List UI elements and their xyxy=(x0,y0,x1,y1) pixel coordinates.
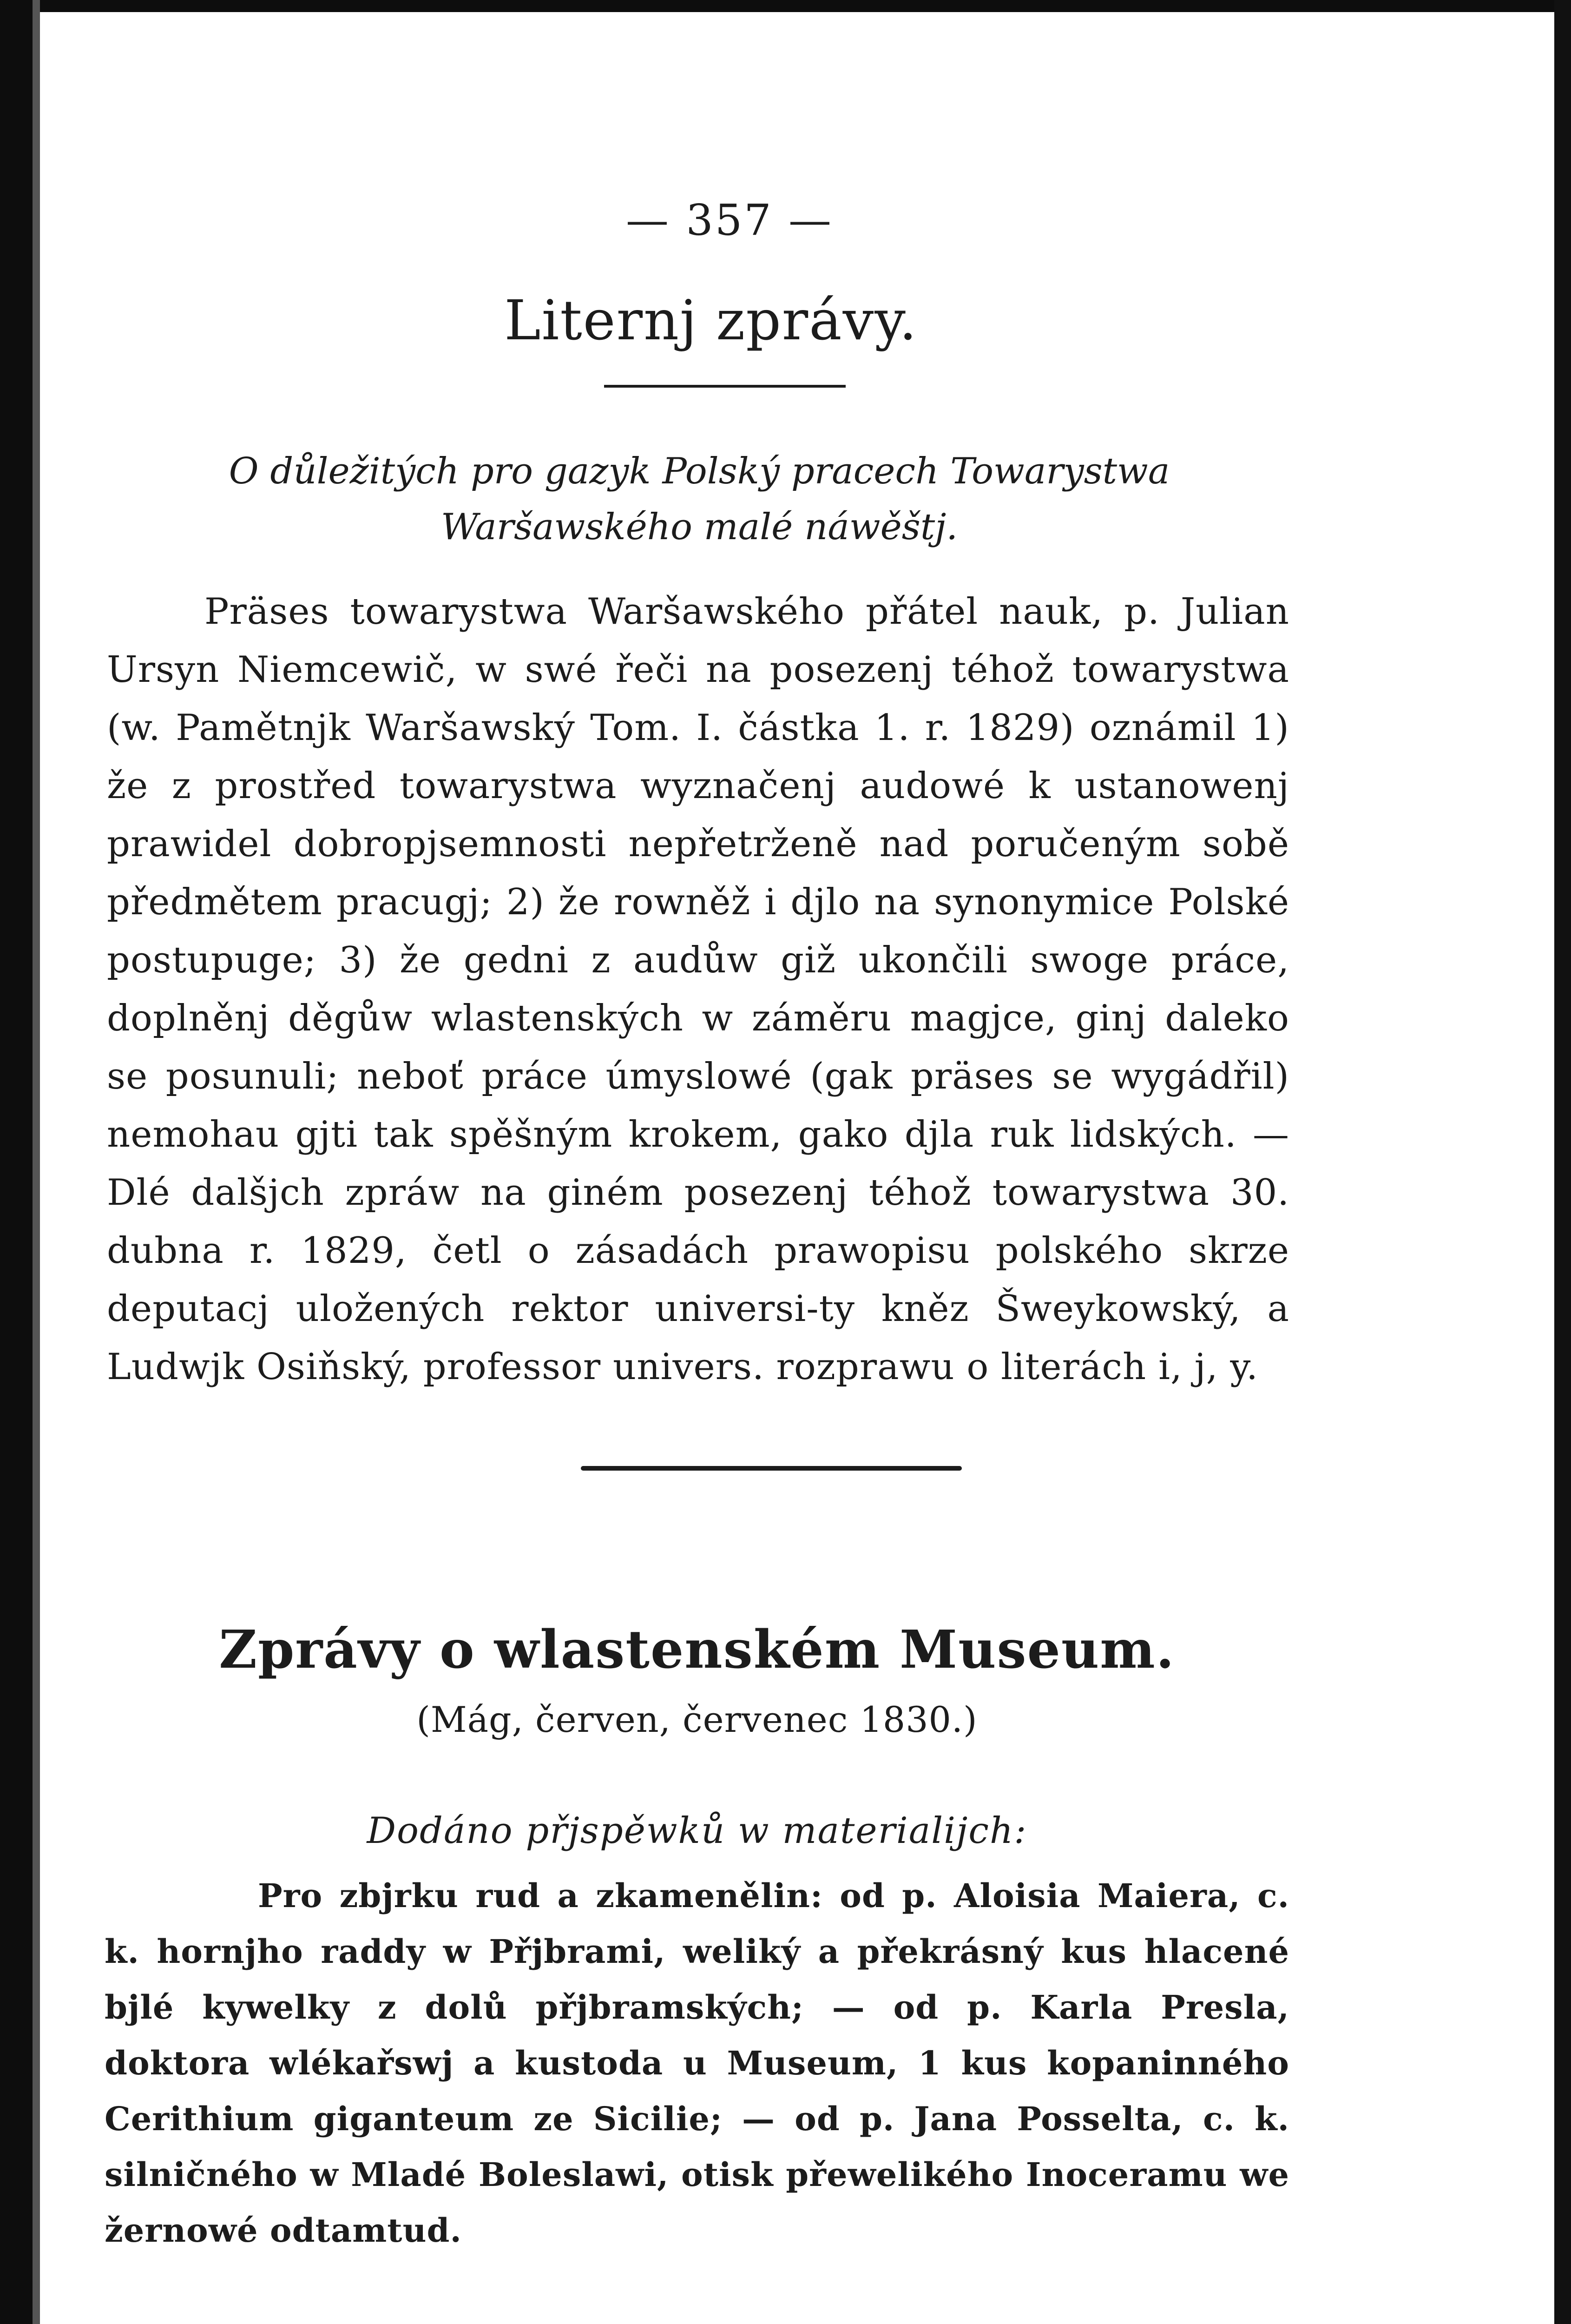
section-title-museum-news: Zprávy o wlastenském Museum. xyxy=(219,1619,1175,1680)
scan-border-top xyxy=(0,0,1571,12)
article-paragraph: Präses towarystwa Waršawského přátel nauk, p. Julian Ursyn Niemcewič, w swé řeči na posezenj téhož towarystwa (w. Pamětnjk Waršawský Tom. I. částka 1. r. 1829) oznámil 1) že z prostřed towarystwa wyznačenj audowé k ustanowenj prawidel dobropjsemnosti nepřetrženě nad poručeným sobě předmětem pracugj; 2) že rowněž i djlo na synonymice Polské postupuge; 3) že gedni z audůw giž ukončili swoge práce, doplněnj děgůw wlastenských w záměru magjce, ginj daleko se posunuli; neboť práce úmyslowé (gak präses se wygádřil) nemohau gjti tak spěšným krokem, gako djla ruk lidských. — Dlé dalšjch zpráw na giném posezenj téhož towarystwa 30. dubna r. 1829, četl o zásadách prawopisu polského skrze deputacj uložených rektor universi-ty kněz Šweykowský, a Ludwjk Osiňský, professor univers. rozprawu o literách i, j, y. xyxy=(107,591,1289,1388)
scan-border-left-shadow xyxy=(33,0,40,2324)
title-divider xyxy=(604,385,846,388)
section-divider xyxy=(581,1466,962,1471)
page-number: — 357 — xyxy=(625,195,834,245)
article-subtitle: O důležitých pro gazyk Polský pracech Towarystwa Waršawského malé náwěštj. xyxy=(229,450,1170,548)
scan-border-right xyxy=(1554,0,1571,2324)
scan-border-left xyxy=(0,0,33,2324)
contributions-paragraph: Pro zbjrku rud a zkamenělin: od p. Aloisia Maiera, c. k. hornjho raddy w Přjbrami, weliký a překrásný kus hlacené bjlé kywelky z dolů přjbramských; — od p. Karla Presla, doktora wlékařswj a kustoda u Museum, 1 kus kopaninného Cerithium giganteum ze Sicilie; — od p. Jana Posselta, c. k. silničného w Mladé Boleslawi, otisk přewelikého Inoceramu we žernowé odtamtud. xyxy=(105,1876,1289,2250)
contributions-heading: Dodáno přjspěwků w materialijch: xyxy=(367,1810,1027,1852)
book-page xyxy=(105,195,1289,2258)
contributions-body xyxy=(105,1868,1289,2258)
section-title-literary-news: Liternj zprávy. xyxy=(504,288,918,352)
museum-report-date: (Mág, červen, červenec 1830.) xyxy=(416,1699,978,1740)
article-body xyxy=(105,583,1289,1396)
